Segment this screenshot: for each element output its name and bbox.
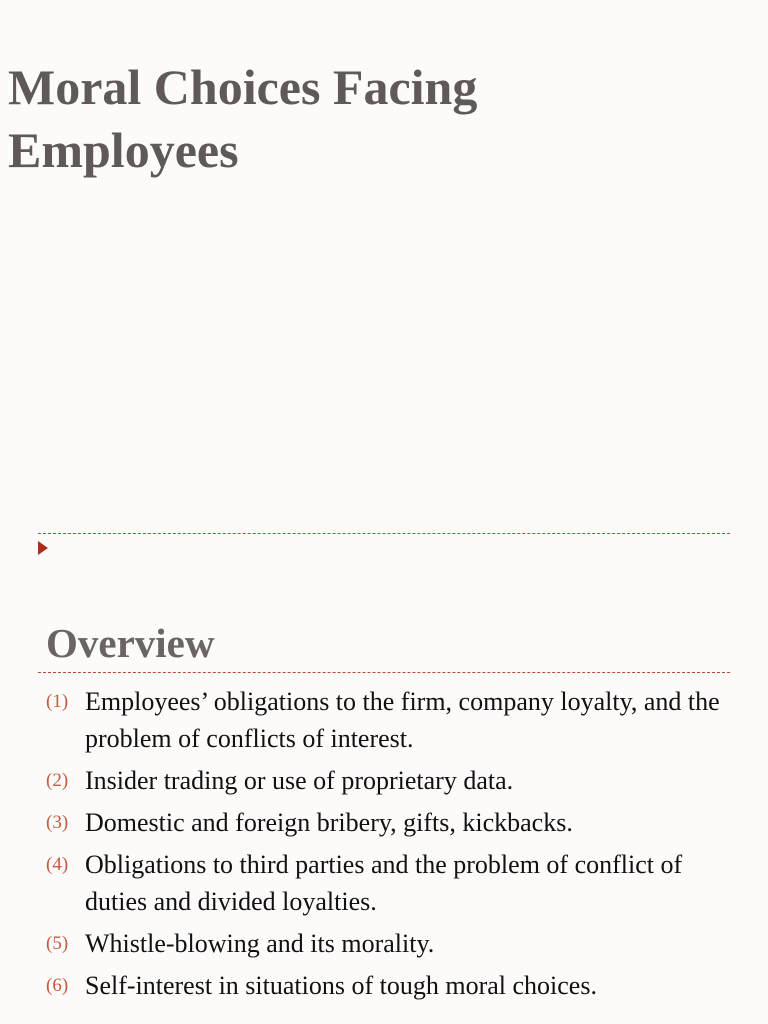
overview-heading: Overview <box>46 620 215 666</box>
list-item <box>46 846 736 920</box>
list-item <box>46 762 736 799</box>
list-item <box>46 967 736 1004</box>
item-number: (4) <box>46 854 69 875</box>
list-item <box>46 683 736 757</box>
item-number: (5) <box>46 933 69 954</box>
slide-divider <box>38 533 730 534</box>
item-number: (3) <box>46 812 69 833</box>
item-number: (2) <box>46 770 69 791</box>
list-item <box>46 925 736 962</box>
item-text: Employees’ obligations to the firm, company loyalty, and the problem of conflicts of interest. <box>85 687 720 753</box>
overview-divider <box>38 672 730 673</box>
page-title: Moral Choices Facing Employees <box>8 59 478 178</box>
item-number: (6) <box>46 975 69 996</box>
item-text: Domestic and foreign bribery, gifts, kickbacks. <box>85 808 573 837</box>
item-text: Self-interest in situations of tough moral choices. <box>85 971 597 1000</box>
item-number: (1) <box>46 691 69 712</box>
play-arrow-icon <box>38 541 48 555</box>
item-text: Obligations to third parties and the problem of conflict of duties and divided loyalties. <box>85 850 683 916</box>
list-item <box>46 804 736 841</box>
item-text: Insider trading or use of proprietary data. <box>85 766 514 795</box>
overview-list <box>46 683 736 1009</box>
item-text: Whistle-blowing and its morality. <box>85 929 435 958</box>
